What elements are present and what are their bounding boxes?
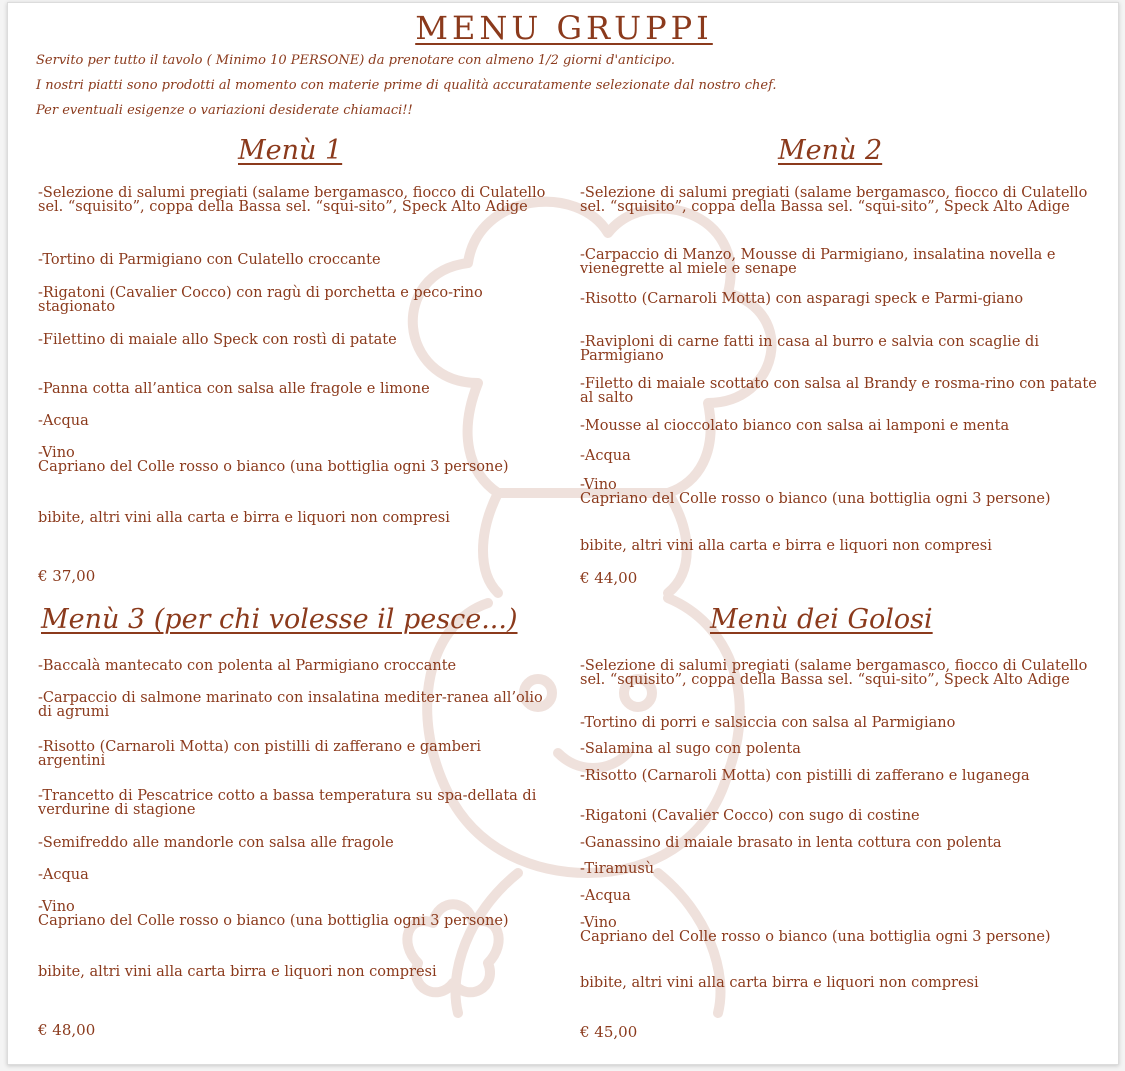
menu-3-item-8: bibite, altri vini alla carta birra e liquori non compresi: [38, 964, 437, 980]
menu-golosi-item-1: -Selezione di salumi pregiati (salame bergamasco, fiocco di Culatello sel. “squisito”, coppa della Bassa sel. “squi-sito”, Speck Alto Adige: [580, 658, 1088, 688]
menu-sheet: [7, 2, 1119, 1065]
menu-3-item-4: -Trancetto di Pescatrice cotto a bassa temperatura su spa-dellata di verdurine di stagione: [38, 788, 537, 818]
menu-3-item-1: -Baccalà mantecato con polenta al Parmigiano croccante: [38, 658, 457, 674]
menu-1-item-4: -Filettino di maiale allo Speck con rostì di patate: [38, 332, 397, 348]
menu-1-item-8: bibite, altri vini alla carta e birra e liquori non compresi: [38, 510, 450, 526]
menu-golosi-item-8: -Acqua: [580, 888, 631, 904]
menu-2-item-6: -Mousse al cioccolato bianco con salsa ai lamponi e menta: [580, 418, 1010, 434]
menu-3-item-6: -Acqua: [38, 867, 89, 883]
menu-1-item-5: -Panna cotta all’antica con salsa alle fragole e limone: [38, 381, 430, 397]
menu-2-item-9: bibite, altri vini alla carta e birra e liquori non compresi: [580, 538, 992, 554]
menu-2-item-4: -Raviploni di carne fatti in casa al burro e salvia con scaglie di Parmigiano: [580, 334, 1039, 364]
menu-golosi-item-2: -Tortino di porri e salsiccia con salsa al Parmigiano: [580, 715, 956, 731]
menu-golosi-item-7: -Tiramusù: [580, 861, 655, 877]
intro-line-2: I nostri piatti sono prodotti al momento con materie prime di qualità accuratamente selezionate dal nostro chef.: [36, 78, 777, 93]
menu-golosi-title: Menù dei Golosi: [710, 604, 933, 635]
menu-2-item-8: [580, 478, 1080, 506]
menu-golosi-item-3: -Salamina al sugo con polenta: [580, 741, 801, 757]
menu-2-item-1: -Selezione di salumi pregiati (salame bergamasco, fiocco di Culatello sel. “squisito”, coppa della Bassa sel. “squi-sito”, Speck Alto Adige: [580, 185, 1088, 215]
menu-1-item-2: -Tortino di Parmigiano con Culatello croccante: [38, 252, 381, 268]
menu-3-wine-line: -Vino Capriano del Colle rosso o bianco (una bottiglia ogni 3 persone): [38, 899, 509, 929]
menu-golosi-item-10: bibite, altri vini alla carta birra e liquori non compresi: [580, 975, 979, 991]
menu-1-item-1: -Selezione di salumi pregiati (salame bergamasco, fiocco di Culatello sel. “squisito”, coppa della Bassa sel. “squi-sito”, Speck Alto Adige: [38, 185, 546, 215]
menu-golosi-item-5: -Rigatoni (Cavalier Cocco) con sugo di costine: [580, 808, 920, 824]
menu-3-title: Menù 3 (per chi volesse il pesce...): [41, 604, 518, 635]
menu-2-item-7: -Acqua: [580, 448, 631, 464]
menu-3-item-3: -Risotto (Carnaroli Motta) con pistilli di zafferano e gamberi argentini: [38, 739, 482, 769]
menu-1-wine-line: -Vino Capriano del Colle rosso o bianco (una bottiglia ogni 3 persone): [38, 445, 509, 475]
menu-golosi-wine-line: -Vino Capriano del Colle rosso o bianco (una bottiglia ogni 3 persone): [580, 915, 1051, 945]
intro-line-1: Servito per tutto il tavolo ( Minimo 10 PERSONE) da prenotare con almeno 1/2 giorni d'anticipo.: [36, 53, 676, 68]
intro-line-3: Per eventuali esigenze o variazioni desiderate chiamaci!!: [36, 103, 413, 118]
menu-2-price: € 44,00: [580, 569, 638, 587]
menu-2-item-2: -Carpaccio di Manzo, Mousse di Parmigiano, insalatina novella e vienegrette al miele e senape: [580, 247, 1056, 277]
menu-2-wine-line: -Vino Capriano del Colle rosso o bianco (una bottiglia ogni 3 persone): [580, 477, 1051, 507]
menu-3-item-5: -Semifreddo alle mandorle con salsa alle fragole: [38, 835, 394, 851]
menu-3-item-2: -Carpaccio di salmone marinato con insalatina mediter-ranea all’olio di agrumi: [38, 690, 543, 720]
menu-1-item-3: -Rigatoni (Cavalier Cocco) con ragù di porchetta e peco-rino stagionato: [38, 285, 483, 315]
menu-1-item-6: -Acqua: [38, 413, 89, 429]
menu-1-title: Menù 1: [238, 135, 343, 166]
menu-1-price: € 37,00: [38, 567, 96, 585]
menu-golosi-item-9: [580, 916, 1080, 944]
menu-2-item-5: -Filetto di maiale scottato con salsa al Brandy e rosma-rino con patate al salto: [580, 376, 1097, 406]
menu-1-item-7: [38, 446, 538, 474]
menu-2-title: Menù 2: [778, 135, 883, 166]
menu-golosi-item-4: -Risotto (Carnaroli Motta) con pistilli di zafferano e luganega: [580, 768, 1030, 784]
menu-2-item-3: -Risotto (Carnaroli Motta) con asparagi speck e Parmi-giano: [580, 291, 1024, 307]
menu-golosi-item-6: -Ganassino di maiale brasato in lenta cottura con polenta: [580, 835, 1002, 851]
menu-3-price: € 48,00: [38, 1021, 96, 1039]
menu-golosi-price: € 45,00: [580, 1023, 638, 1041]
page-title: MENU GRUPPI: [415, 9, 713, 47]
menu-3-item-7: [38, 900, 538, 928]
